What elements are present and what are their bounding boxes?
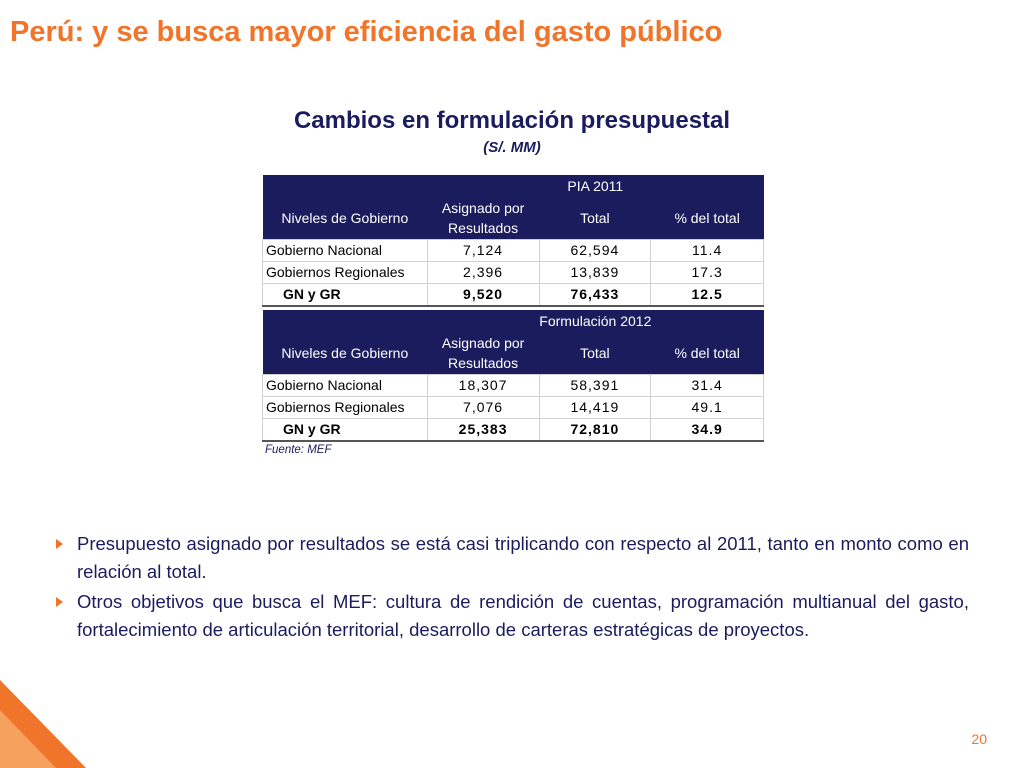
table-cell: 31.4 [651,375,764,397]
table-row [263,240,764,262]
total-label: GN y GR [263,284,428,307]
column-header: Niveles de Gobierno [263,197,428,240]
row-label: Gobierno Nacional [263,375,428,397]
bullet-list [56,530,969,646]
source-note: Fuente: MEF [265,444,332,456]
total-cell: 25,383 [427,419,539,442]
row-label: Gobierno Nacional [263,240,428,262]
total-cell: 76,433 [539,284,651,307]
row-label: Gobiernos Regionales [263,262,428,284]
table-row [263,397,764,419]
total-cell: 72,810 [539,419,651,442]
page-number: 20 [971,731,987,747]
column-header: % del total [651,197,764,240]
table-cell: 2,396 [427,262,539,284]
units-label: (S/. MM) [483,139,541,156]
total-label: GN y GR [263,419,428,442]
budget-table-2011 [262,175,764,307]
triangle-right-icon [56,539,63,549]
column-header: Total [539,332,651,375]
group-header: PIA 2011 [427,175,763,197]
total-cell: 9,520 [427,284,539,307]
column-header: Niveles de Gobierno [263,332,428,375]
total-cell: 34.9 [651,419,764,442]
bullet-text: Otros objetivos que busca el MEF: cultura de rendición de cuentas, programación multianual del gasto, fortalecimiento de articulación territorial, desarrollo de carteras estratégicas de proyectos. [77,591,969,640]
table-cell: 7,124 [427,240,539,262]
table-cell: 62,594 [539,240,651,262]
table-title: Cambios en formulación presupuestal [293,107,731,134]
column-header: % del total [651,332,764,375]
bullet-text: Presupuesto asignado por resultados se está casi triplicando con respecto al 2011, tanto en monto como en relación al total. [77,533,969,582]
table-cell: 17.3 [651,262,764,284]
column-header: Asignado por Resultados [427,197,539,240]
row-label: Gobiernos Regionales [263,397,428,419]
column-header: Total [539,197,651,240]
table-group-header-row [263,175,764,197]
bullet-item [56,530,969,586]
triangle-right-icon [56,597,63,607]
table-total-row [263,284,764,307]
column-header: Asignado por Resultados [427,332,539,375]
table-cell: 7,076 [427,397,539,419]
table-row [263,262,764,284]
budget-table-2012 [262,310,764,442]
table-cell: 18,307 [427,375,539,397]
table-cell: 58,391 [539,375,651,397]
group-header: Formulación 2012 [427,310,763,332]
orange-corner-decoration [0,680,90,768]
table-column-header-row [263,197,764,240]
slide-title: Perú: y se busca mayor eficiencia del gasto público [10,16,723,48]
table-group-header-row [263,310,764,332]
table-cell: 13,839 [539,262,651,284]
total-cell: 12.5 [651,284,764,307]
table-row [263,375,764,397]
bullet-item [56,588,969,644]
table-column-header-row [263,332,764,375]
table-total-row [263,419,764,442]
table-cell: 49.1 [651,397,764,419]
table-cell: 14,419 [539,397,651,419]
table-cell: 11.4 [651,240,764,262]
